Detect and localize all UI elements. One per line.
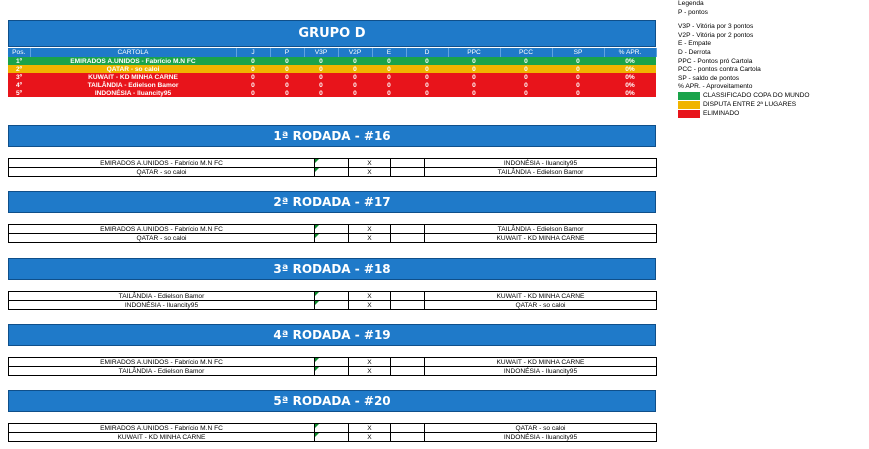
standings-cell[interactable]: 0 — [406, 57, 448, 65]
home-score-cell[interactable] — [315, 168, 349, 177]
legend-line: P - pontos — [678, 8, 708, 16]
away-team-cell[interactable]: KUWAIT - KD MINHA CARNE — [425, 234, 657, 243]
standings-header-cell: PPC — [448, 48, 500, 57]
standings-cell[interactable]: 0 — [552, 57, 604, 65]
versus-cell: X — [349, 234, 391, 243]
standings-cell[interactable]: 0% — [604, 73, 656, 81]
versus-cell: X — [349, 301, 391, 310]
standings-cell[interactable]: 0 — [236, 73, 270, 81]
match-row — [9, 292, 657, 301]
away-team-cell[interactable]: KUWAIT - KD MINHA CARNE — [425, 358, 657, 367]
standings-cell[interactable]: 0 — [448, 65, 500, 73]
group-title: GRUPO D — [8, 20, 656, 47]
standings-cell[interactable]: 0 — [338, 89, 372, 97]
standings-header-cell: % APR. — [604, 48, 656, 57]
legend-swatch-label: CLASSIFICADO COPA DO MUNDO — [703, 92, 810, 100]
standings-cell[interactable]: 0 — [236, 81, 270, 89]
versus-cell: X — [349, 168, 391, 177]
home-team-cell[interactable]: QATAR - so caloi — [9, 168, 315, 177]
legend-line: % APR. - Aproveitamento — [678, 83, 753, 91]
legend-line: E - Empate — [678, 40, 711, 48]
home-team-cell[interactable]: EMIRADOS A.UNIDOS - Fabrício M.N FC — [9, 358, 315, 367]
home-team-cell[interactable]: KUWAIT - KD MINHA CARNE — [9, 433, 315, 442]
standings-cell[interactable]: 3º — [8, 73, 30, 81]
legend-line: SP - saldo de pontos — [678, 74, 740, 82]
standings-row — [8, 89, 656, 97]
home-score-cell[interactable] — [315, 424, 349, 433]
standings-cell[interactable]: 1º — [8, 57, 30, 65]
team-name-cell[interactable]: QATAR - so caloi — [30, 65, 236, 73]
standings-cell[interactable]: 0 — [406, 89, 448, 97]
standings-header-cell: V2P — [338, 48, 372, 57]
standings-cell[interactable]: 0 — [552, 65, 604, 73]
away-score-cell[interactable] — [391, 424, 425, 433]
legend-swatch-label: ELIMINADO — [703, 110, 740, 118]
standings-cell[interactable]: 0 — [304, 73, 338, 81]
match-row — [9, 433, 657, 442]
standings-cell[interactable]: 2º — [8, 65, 30, 73]
standings-cell[interactable]: 0 — [304, 81, 338, 89]
standings-cell[interactable]: 0 — [500, 65, 552, 73]
home-team-cell[interactable]: TAILÂNDIA - Edielson Bamor — [9, 292, 315, 301]
away-team-cell[interactable]: QATAR - so caloi — [425, 301, 657, 310]
standings-cell[interactable]: 0 — [304, 89, 338, 97]
standings-cell[interactable]: 0 — [448, 81, 500, 89]
standings-header-cell: CARTOLA — [30, 48, 236, 57]
standings-row — [8, 81, 656, 89]
match-row — [9, 367, 657, 376]
standings-cell[interactable]: 0 — [406, 81, 448, 89]
standings-cell[interactable]: 0 — [448, 57, 500, 65]
home-team-cell[interactable]: EMIRADOS A.UNIDOS - Fabrício M.N FC — [9, 424, 315, 433]
standings-cell[interactable]: 0 — [552, 89, 604, 97]
standings-cell[interactable]: 0 — [552, 81, 604, 89]
away-score-cell[interactable] — [391, 367, 425, 376]
standings-cell[interactable]: 0 — [236, 57, 270, 65]
away-team-cell[interactable]: INDONÉSIA - Iluancity95 — [425, 159, 657, 168]
away-score-cell[interactable] — [391, 168, 425, 177]
standings-cell[interactable]: 0 — [270, 65, 304, 73]
legend-swatch-row — [678, 92, 810, 101]
versus-cell: X — [349, 358, 391, 367]
standings-header-cell: D — [406, 48, 448, 57]
standings-cell[interactable]: 0 — [236, 65, 270, 73]
match-row — [9, 159, 657, 168]
match-row — [9, 301, 657, 310]
legend-color-swatch — [678, 101, 700, 109]
legend-swatch-row — [678, 110, 810, 119]
standings-cell[interactable]: 0 — [270, 57, 304, 65]
match-table — [8, 423, 657, 442]
legend — [678, 0, 810, 119]
round-title: 1ª RODADA - #16 — [8, 125, 656, 147]
legend-line: PCC - pontos contra Cartola — [678, 66, 761, 74]
versus-cell: X — [349, 367, 391, 376]
standings-header-cell: Pos. — [8, 48, 30, 57]
round-title: 3ª RODADA - #18 — [8, 258, 656, 280]
versus-cell: X — [349, 433, 391, 442]
home-team-cell[interactable]: EMIRADOS A.UNIDOS - Fabrício M.N FC — [9, 159, 315, 168]
standings-cell[interactable]: 0 — [448, 73, 500, 81]
away-team-cell[interactable]: TAILÂNDIA - Edielson Bamor — [425, 225, 657, 234]
away-score-cell[interactable] — [391, 292, 425, 301]
standings-cell[interactable]: 0 — [338, 73, 372, 81]
standings-cell[interactable]: 0 — [406, 73, 448, 81]
away-score-cell[interactable] — [391, 301, 425, 310]
away-score-cell[interactable] — [391, 159, 425, 168]
away-team-cell[interactable]: KUWAIT - KD MINHA CARNE — [425, 292, 657, 301]
away-team-cell[interactable]: INDONÉSIA - Iluancity95 — [425, 433, 657, 442]
standings-cell[interactable]: 0 — [500, 89, 552, 97]
team-name-cell[interactable]: TAILÂNDIA - Edielson Bamor — [30, 81, 236, 89]
standings-row — [8, 65, 656, 73]
round-title: 2ª RODADA - #17 — [8, 191, 656, 213]
legend-swatch-row — [678, 101, 810, 110]
match-table — [8, 158, 657, 177]
standings-cell[interactable]: 0 — [372, 65, 406, 73]
standings-cell[interactable]: 0 — [372, 89, 406, 97]
standings-cell[interactable]: 0 — [406, 65, 448, 73]
versus-cell: X — [349, 225, 391, 234]
standings-header-cell: PCC — [500, 48, 552, 57]
standings-cell[interactable]: 0 — [372, 57, 406, 65]
legend-color-swatch — [678, 110, 700, 118]
versus-cell: X — [349, 292, 391, 301]
home-score-cell[interactable] — [315, 301, 349, 310]
match-row — [9, 358, 657, 367]
match-row — [9, 424, 657, 433]
standings-row — [8, 73, 656, 81]
standings-cell[interactable]: 0 — [270, 81, 304, 89]
standings-cell[interactable]: 0% — [604, 57, 656, 65]
home-score-cell[interactable] — [315, 433, 349, 442]
standings-cell[interactable]: 0 — [500, 81, 552, 89]
home-score-cell[interactable] — [315, 292, 349, 301]
match-table — [8, 357, 657, 376]
team-name-cell[interactable]: EMIRADOS A.UNIDOS - Fabrício M.N FC — [30, 57, 236, 65]
home-score-cell[interactable] — [315, 367, 349, 376]
standings-cell[interactable]: 0 — [236, 89, 270, 97]
away-team-cell[interactable]: TAILÂNDIA - Edielson Bamor — [425, 168, 657, 177]
match-table — [8, 224, 657, 243]
standings-header-cell: P — [270, 48, 304, 57]
away-score-cell[interactable] — [391, 225, 425, 234]
standings-cell[interactable]: 0 — [372, 73, 406, 81]
home-team-cell[interactable]: QATAR - so caloi — [9, 234, 315, 243]
match-table — [8, 291, 657, 310]
home-score-cell[interactable] — [315, 225, 349, 234]
legend-line: V2P - Vitória por 2 pontos — [678, 31, 754, 39]
legend-line: PPC - Pontos pró Cartola — [678, 57, 753, 65]
standings-header-cell: SP — [552, 48, 604, 57]
away-score-cell[interactable] — [391, 234, 425, 243]
standings-cell[interactable]: 0 — [338, 65, 372, 73]
standings-table — [8, 48, 657, 97]
away-score-cell[interactable] — [391, 433, 425, 442]
standings-header-row — [8, 48, 656, 57]
round-title: 4ª RODADA - #19 — [8, 324, 656, 346]
standings-row — [8, 57, 656, 65]
standings-cell[interactable]: 4º — [8, 81, 30, 89]
standings-cell[interactable]: 5º — [8, 89, 30, 97]
home-score-cell[interactable] — [315, 234, 349, 243]
standings-cell[interactable]: 0% — [604, 89, 656, 97]
away-score-cell[interactable] — [391, 358, 425, 367]
home-team-cell[interactable]: EMIRADOS A.UNIDOS - Fabrício M.N FC — [9, 225, 315, 234]
versus-cell: X — [349, 159, 391, 168]
match-row — [9, 234, 657, 243]
standings-cell[interactable]: 0 — [448, 89, 500, 97]
standings-cell[interactable]: 0 — [552, 73, 604, 81]
legend-title: Legenda — [678, 0, 704, 7]
home-team-cell[interactable]: INDONÉSIA - Iluancity95 — [9, 301, 315, 310]
standings-cell[interactable]: 0 — [270, 89, 304, 97]
standings-cell[interactable]: 0 — [500, 73, 552, 81]
legend-color-swatch — [678, 92, 700, 100]
round-title: 5ª RODADA - #20 — [8, 390, 656, 412]
standings-cell[interactable]: 0 — [270, 73, 304, 81]
match-row — [9, 225, 657, 234]
standings-cell[interactable]: 0 — [372, 81, 406, 89]
standings-header-cell: J — [236, 48, 270, 57]
team-name-cell[interactable]: INDONÉSIA - Iluancity95 — [30, 89, 236, 97]
home-score-cell[interactable] — [315, 159, 349, 168]
versus-cell: X — [349, 424, 391, 433]
standings-cell[interactable]: 0% — [604, 81, 656, 89]
standings-cell[interactable]: 0 — [304, 57, 338, 65]
standings-cell[interactable]: 0 — [338, 57, 372, 65]
match-row — [9, 168, 657, 177]
away-team-cell[interactable]: QATAR - so caloi — [425, 424, 657, 433]
standings-cell[interactable]: 0 — [338, 81, 372, 89]
standings-header-cell: E — [372, 48, 406, 57]
home-score-cell[interactable] — [315, 358, 349, 367]
standings-cell[interactable]: 0 — [500, 57, 552, 65]
legend-swatch-label: DISPUTA ENTRE 2ª LUGARES — [703, 101, 797, 109]
legend-line: V3P - Vitória por 3 pontos — [678, 23, 754, 31]
standings-header-cell: V3P — [304, 48, 338, 57]
away-team-cell[interactable]: INDONÉSIA - Iluancity95 — [425, 367, 657, 376]
legend-line: D - Derrota — [678, 48, 711, 56]
standings-cell[interactable]: 0 — [304, 65, 338, 73]
team-name-cell[interactable]: KUWAIT - KD MINHA CARNE — [30, 73, 236, 81]
home-team-cell[interactable]: TAILÂNDIA - Edielson Bamor — [9, 367, 315, 376]
standings-cell[interactable]: 0% — [604, 65, 656, 73]
